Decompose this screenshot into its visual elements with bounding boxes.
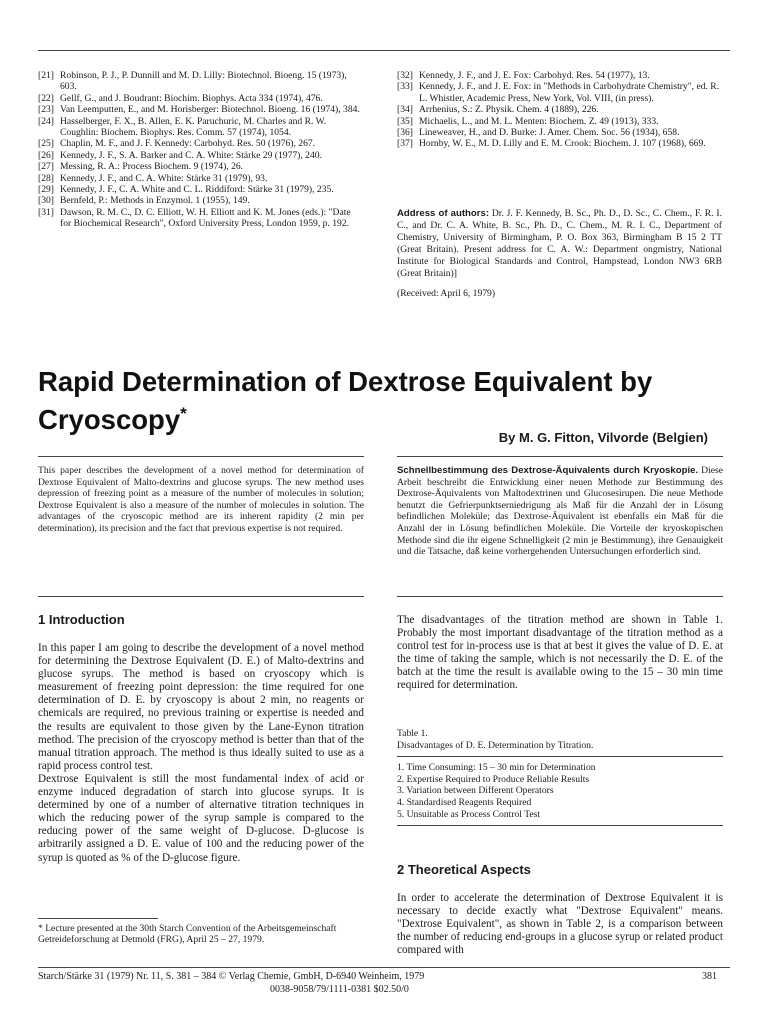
abstract-english: This paper describes the development of a novel method for determination of Dextrose Equivalent of Malto-dextrins and glucose syrups. The new method uses depression of freezing point as a measure of the number of molecules in solution; Dextrose Equivalent is also a measure of the number of molecules in solution. The advantages of the cryoscopic method are its inherent rapidity (2 min per determination), its precision and the fact that previous expertise is not required. bbox=[38, 465, 364, 534]
reference-item: [31] Dawson, R. M. C., D. C. Elliott, W. H. Elliott and K. M. Jones (eds.): "Date for Biochemical Research", Oxford University Press, London 1959, p. 192. bbox=[38, 206, 351, 230]
reference-item: [24] Hasselberger, F. X., B. Allen, E. K. Paruchuric, M. Charles and R. W. Coughlin: Biochem. Biophys. Res. Comm. 57 (1974), 1054. bbox=[38, 115, 327, 139]
table-1-bottom-rule bbox=[397, 825, 723, 826]
reference-item: [21] Robinson, P. J., P. Dunnill and M. D. Lilly: Biotechnol. Bioeng. 15 (1973), 603. bbox=[38, 70, 347, 93]
footer-issn: 0038-9058/79/1111-0381 $02.50/0 bbox=[270, 984, 409, 995]
authors-address bbox=[397, 208, 722, 300]
received-date: (Received: April 6, 1979) bbox=[397, 288, 496, 299]
reference-item: [28] Kennedy, J. F., and C. A. White: Stärke 31 (1979), 93. bbox=[38, 172, 268, 184]
table-1-row: 5. Unsuitable as Process Control Test bbox=[397, 808, 541, 820]
abstract-german-text: Diese Arbeit beschreibt die Entwicklung einer neuen Methode zur Bestimmung des Dextrose-Äquivalents von Maltodextrinen und Glucosesirupen. Die neue Methode benutzt die Gefrierpunktserniedrigung als Maß für die Anzahl der in Lösung befindlichen Moleküle; das Dextrose-Äquivalent ist ebenfalls ein Maß für die Anzahl der in Lösung befindlichen Moleküle. Die Vorteile der kryoskopischen Methode sind die ihr eigene Schnelligkeit (2 min je Bestimmung), ihre Genauigkeit und die Tatsache, daß keine vorhergehenden Untersuchungen erforderlich sind. bbox=[397, 465, 723, 558]
reference-item: [22] Gellf, G., and J. Boudrant: Biochim. Biophys. Acta 334 (1974), 476. bbox=[38, 92, 323, 104]
top-rule bbox=[38, 50, 730, 51]
article-title: Rapid Determination of Dextrose Equivalent by Cryoscopy* bbox=[38, 366, 653, 436]
abstract-german-title: Schnellbestimmung des Dextrose-Äquivalents durch Kryoskopie. bbox=[397, 465, 699, 476]
footnote-rule bbox=[38, 918, 158, 919]
abstract-rule-right bbox=[397, 456, 723, 457]
footer-rule bbox=[38, 967, 730, 968]
table-1-caption: Disadvantages of D. E. Determination by Titration. bbox=[397, 739, 594, 751]
table-1-row: 4. Standardised Reagents Required bbox=[397, 796, 532, 808]
reference-item: [30] Bernfeld, P.: Methods in Enzymol. 1 (1955), 149. bbox=[38, 195, 250, 207]
table-1-top-rule bbox=[397, 756, 723, 757]
table-1-row: 2. Expertise Required to Produce Reliable Results bbox=[397, 773, 590, 785]
references-right bbox=[397, 70, 722, 150]
section-1-paragraph: Dextrose Equivalent is still the most fundamental index of acid or enzyme induced degradation of starch into glucose syrups. It is determined by one of a number of alternative titration techniques in which the reducing power of the syrup sample is compared to the reducing power of the same weight of D-glucose. D-glucose is arbitrarily assigned a D. E. value of 100 and the reducing power of the syrup is quoted as % of the D-glucose figure. bbox=[38, 772, 364, 864]
address-label: Address of authors: bbox=[397, 208, 490, 219]
reference-item: [33] Kennedy, J. F., and J. E. Fox: in "Methods in Carbohydrate Chemistry", ed. R. L. Whistler, Academic Press, New York, Vol. VIII, (in press). bbox=[397, 81, 720, 104]
article-byline: By M. G. Fitton, Vilvorde (Belgien) bbox=[498, 430, 708, 445]
section-1-paragraph: In this paper I am going to describe the development of a novel method for determining the Dextrose Equivalent (D. E.) of Malto-dextrins and glucose syrups. The method is based on cryoscopy which is measurement of freezing point depression: the time required for one determination of D. E. by cryoscopy is about 2 min, no reagents or chemicals are required, no previous training or expertise is needed and the results are equivalent to those given by the Lane-Eynon titration method. The precision of the cryoscopy method is better than that of the manual titration approach. The method is thus ideally suited to use as a rapid process control test. bbox=[38, 642, 364, 772]
reference-item: [29] Kennedy, J. F., C. A. White and C. L. Riddiford: Stärke 31 (1979), 235. bbox=[38, 184, 334, 196]
reference-item: [35] Michaelis, L., and M. L. Menten: Biochem. Z. 49 (1913), 333. bbox=[397, 115, 659, 127]
section-2-heading: 2 Theoretical Aspects bbox=[397, 862, 531, 877]
references-left bbox=[38, 70, 363, 230]
abstract-end-rule-left bbox=[38, 596, 364, 597]
reference-item: [37] Hornby, W. E., M. D. Lilly and E. M. Crook: Biochem. J. 107 (1968), 669. bbox=[397, 138, 706, 150]
section-2-body: In order to accelerate the determination of Dextrose Equivalent it is necessary to decide exactly what "Dextrose Equivalent" means. "Dextrose Equivalent", as shown in Table 2, is a comparison between the number of reducing end-groups in a glucose syrup or related product compared with bbox=[397, 892, 723, 957]
title-footnote-mark: * bbox=[180, 404, 187, 423]
footnote: * Lecture presented at the 30th Starch Convention of the Arbeitsgemeinschaft Getreideforschung at Detmold (FRG), April 25 – 27, 1979. bbox=[38, 923, 337, 946]
abstract-end-rule-right bbox=[397, 596, 723, 597]
section-1-heading: 1 Introduction bbox=[38, 612, 125, 627]
reference-item: [27] Messing, R. A.: Process Biochem. 9 (1974), 26. bbox=[38, 161, 244, 173]
abstract-german bbox=[397, 465, 723, 558]
section-1-body bbox=[38, 642, 364, 865]
address-text: Dr. J. F. Kennedy, B. Sc., Ph. D., D. Sc., C. Chem., F. R. I. C., and Dr. C. A. White, B. Sc., Ph. D., C. Chem., M. R. I. C., Department of Chemistry, University of Birmingham, P. O. Box 363, Birmingham B 15 2 TT (Great Britain). Present address for C. A. W.: Department ongmistry, National Institute for Biological Standards and Control, Hampstead, London NW3 6RB (Great Britain)] bbox=[397, 208, 722, 279]
page-number: 381 bbox=[702, 971, 717, 982]
table-1-row: 3. Variation between Different Operators bbox=[397, 785, 554, 797]
table-1 bbox=[397, 728, 723, 826]
reference-item: [23] Van Leemputten, E., and M. Horisberger: Biotechnol. Bioeng. 16 (1974), 384. bbox=[38, 104, 360, 116]
table-1-row: 1. Time Consuming: 15 – 30 min for Determination bbox=[397, 762, 596, 774]
reference-item: [25] Chaplin, M. F., and J. F. Kennedy: Carbohyd. Res. 50 (1976), 267. bbox=[38, 138, 316, 150]
reference-item: [34] Arrhenius, S.: Z. Physik. Chem. 4 (1889), 226. bbox=[397, 104, 599, 116]
abstract-rule-left bbox=[38, 456, 364, 457]
reference-item: [26] Kennedy, J. F., S. A. Barker and C. A. White: Stärke 29 (1977), 240. bbox=[38, 149, 322, 161]
reference-item: [36] Lineweaver, H., and D. Burke: J. Amer. Chem. Soc. 56 (1934), 658. bbox=[397, 127, 680, 139]
footer-journal: Starch/Stärke 31 (1979) Nr. 11, S. 381 – 384 © Verlag Chemie, GmbH, D-6940 Weinheim, 1979 bbox=[38, 971, 425, 982]
section-1-continued: The disadvantages of the titration method are shown in Table 1. Probably the most important disadvantage of the titration method as a control test for in-process use is that at best it gives the value of D. E. at the time of taking the sample, which is not necessarily the D. E. of the batch at the time the result is available owing to the 15 – 30 min time required for determination. bbox=[397, 614, 723, 692]
reference-item: [32] Kennedy, J. F., and J. E. Fox: Carbohyd. Res. 54 (1977), 13. bbox=[397, 70, 650, 81]
table-1-label: Table 1. bbox=[397, 728, 428, 739]
